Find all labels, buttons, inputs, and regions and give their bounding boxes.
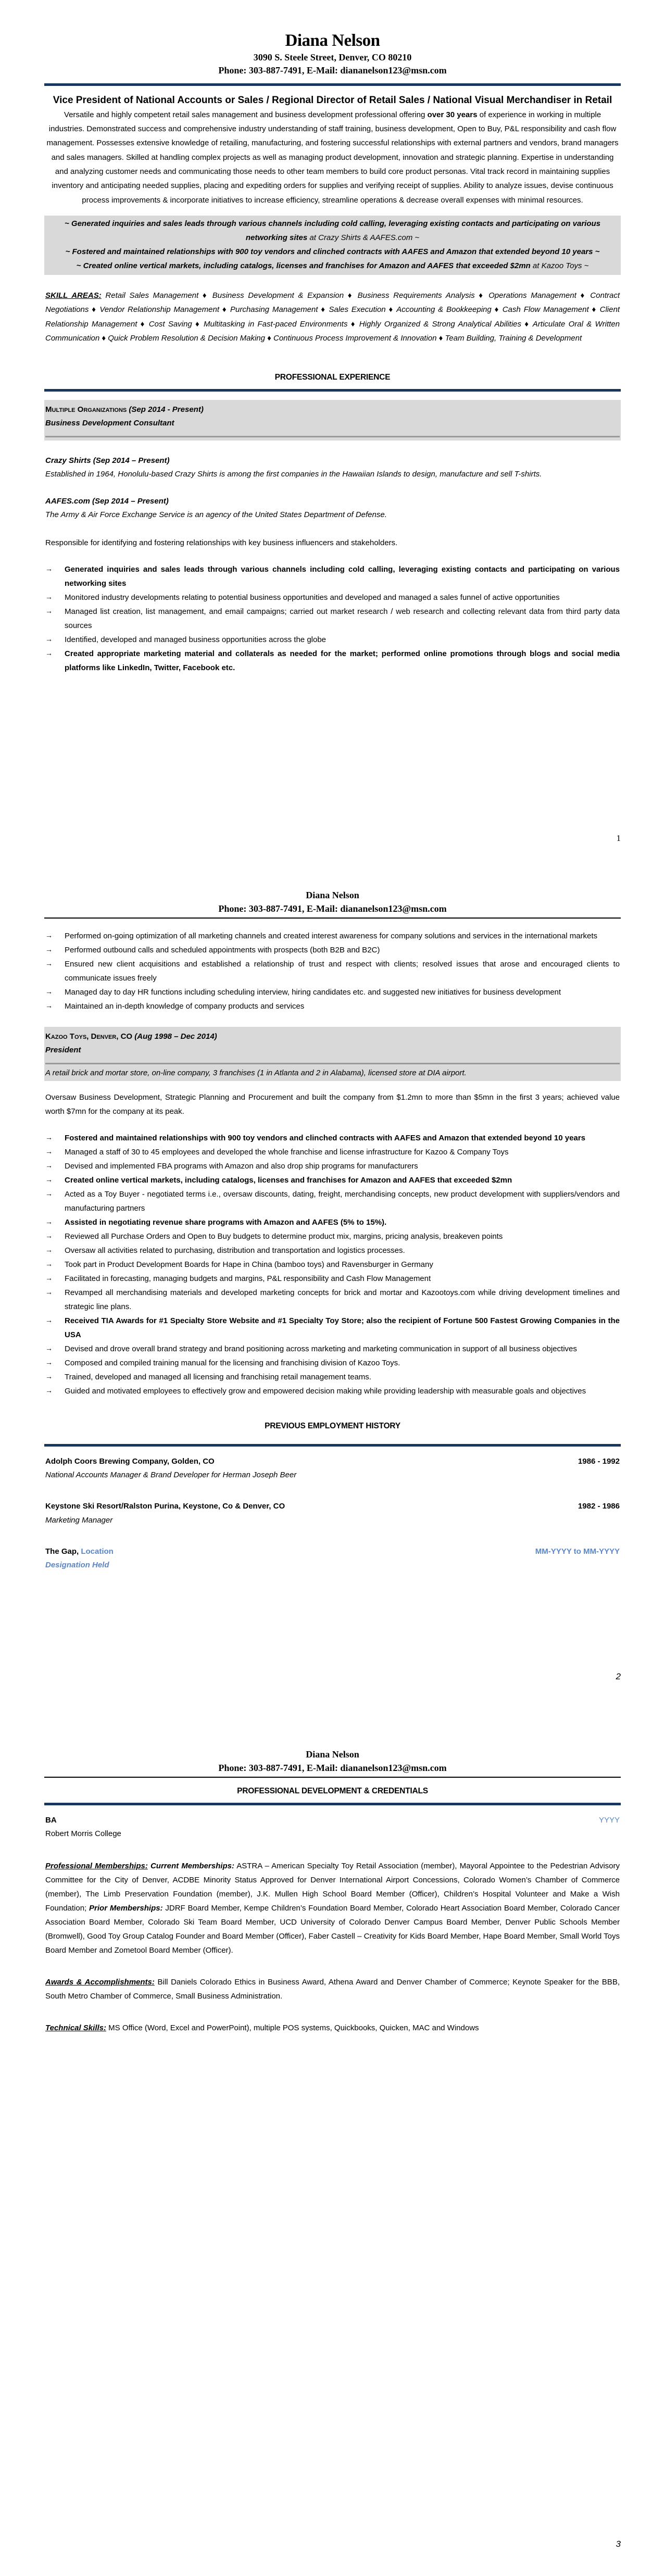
arrow-bullet-icon: →	[45, 648, 53, 657]
arrow-bullet-icon: →	[45, 606, 53, 615]
highlight-context: at Crazy Shirts & AAFES.com ~	[307, 233, 420, 242]
bullet-text: Performed outbound calls and scheduled appointments with prospects (both B2B and B2C)	[65, 946, 380, 955]
current-memberships-text: ASTRA – American Specialty Toy Retail Association (member), Mayoral Appointee to the Pedestrian Advisory Committee for the City of Denver, ACDBE Minority Status Approved for Denver International Airport Concessions, Colorado Women’s Chamber of Commerce (member), The Limb Preservation Foundation (member), J.K. Mullen High School Board Member (Officer), Children’s Hospital Volunteer and Make a Wish Foundation;	[45, 1861, 620, 1913]
bullet-item	[45, 957, 620, 985]
bullet-text: Ensured new client acquisitions and established a relationship of trust and respect with clients; resolved issues that arose and encouraged clients to communicate issues freely	[65, 960, 620, 983]
prior-memberships-text: JDRF Board Member, Kempe Children’s Foundation Board Member, Colorado Heart Association Board Member, Colorado Cancer Association Board Member, Colorado Ski Team Board Member, UCD University of Colorado Denver Campus Board Member, Denver Public Schools Member (Bromwell), Good Toy Group Catalog Founder and Board Member (Officer), Faber Castell – Creativity for Kids Board Member, Hape Board Member, Small World Toys Board Member and Zometool Board Member (Officer).	[45, 1903, 620, 1955]
sub-company-crazy-shirts	[44, 454, 621, 482]
bullet-text: Performed on-going optimization of all marketing channels and created interest awareness for company solutions and services in the international markets	[65, 932, 598, 941]
bullet-item	[45, 605, 620, 633]
arrow-bullet-icon: →	[45, 1231, 53, 1240]
bullet-text: Received TIA Awards for #1 Specialty Store Website and #1 Specialty Toy Store; also the recipient of Fortune 500 Fastest Growing Companies in the USA	[65, 1316, 620, 1339]
bullet-text: Revamped all merchandising materials and developed marketing concepts for brick and mortar and Kazootoys.com while driving development timelines and strategic line plans.	[65, 1288, 620, 1311]
technical-skills	[44, 2021, 621, 2035]
technical-skills-text: MS Office (Word, Excel and PowerPoint), multiple POS systems, Quickbooks, Quicken, MAC and Windows	[106, 2023, 479, 2032]
section-title-experience: PROFESSIONAL EXPERIENCE	[274, 373, 391, 382]
bullet-item	[45, 1258, 620, 1272]
bullet-text: Created appropriate marketing material and collaterals as needed for the market; performed online promotions through blogs and social media platforms like LinkedIn, Twitter, Facebook etc.	[65, 649, 620, 672]
highlights-box	[44, 216, 621, 275]
job-header-kazoo-toys	[44, 1027, 621, 1081]
education-entry	[44, 1814, 621, 1841]
sub-company-description: Established in 1964, Honolulu-based Crazy Shirts is among the first companies in the Hawaiian Islands to design, manufacture and sell T-shirts.	[45, 469, 542, 479]
bullet-item	[45, 1384, 620, 1398]
current-memberships-label: Current Memberships:	[147, 1861, 234, 1870]
arrow-bullet-icon: →	[45, 1147, 53, 1155]
bullet-item	[45, 1342, 620, 1356]
bullet-item	[45, 999, 620, 1013]
bullet-item	[45, 929, 620, 943]
arrow-bullet-icon: →	[45, 1343, 53, 1352]
previous-job-dates: 1986 - 1992	[578, 1456, 620, 1466]
job-bullets	[44, 562, 621, 675]
resume-page-2	[0, 859, 664, 1718]
running-header-name: Diana Nelson	[306, 1749, 359, 1760]
profile-summary	[45, 108, 620, 207]
education-year-placeholder: YYYY	[598, 1816, 620, 1825]
job-company-description: A retail brick and mortar store, on-line company, 3 franchises (1 in Atlanta and 2 in Alabama), licensed store at DIA airport.	[45, 1068, 467, 1077]
skill-areas-list: Retail Sales Management ♦ Business Development & Expansion ♦ Business Requirements Analysis ♦ Operations Management ♦ Contract Negotiations ♦ Vendor Relationship Management ♦ Purchasing Management ♦ Sales Execution ♦ Accounting & Bookkeeping ♦ Cash Flow Management ♦ Client Relationship Management ♦ Cost Saving ♦ Multitasking in Fast-paced Environments ♦ Highly Organized & Strong Analytical Abilities ♦ Articulate Oral & Written Communication ♦ Quick Problem Resolution & Decision Making ♦ Continuous Process Improvement & Innovation ♦ Team Building, Training & Development	[45, 291, 620, 343]
job-dates: (Aug 1998 – Dec 2014)	[132, 1032, 217, 1041]
bullet-text: Managed list creation, list management, and email campaigns; carried out market research / web research and collecting relevant data from third party data sources	[65, 607, 620, 630]
technical-skills-label: Technical Skills:	[45, 2023, 106, 2032]
page-number: 2	[616, 1672, 621, 1681]
bullet-text: Identified, developed and managed business opportunities across the globe	[65, 635, 327, 644]
bullet-text: Reviewed all Purchase Orders and Open to Buy budgets to determine product mix, margins, pricing analysis, breakeven points	[65, 1232, 503, 1241]
running-header-divider	[44, 918, 621, 919]
previous-job-role: Marketing Manager	[45, 1515, 113, 1525]
bullet-item	[45, 590, 620, 605]
arrow-bullet-icon: →	[45, 987, 53, 996]
arrow-bullet-icon: →	[45, 1259, 53, 1268]
arrow-bullet-icon: →	[45, 564, 53, 573]
arrow-bullet-icon: →	[45, 1358, 53, 1366]
arrow-bullet-icon: →	[45, 1386, 53, 1394]
job-company: Multiple Organizations	[45, 405, 127, 414]
previous-job	[44, 1545, 621, 1573]
candidate-name: Diana Nelson	[285, 31, 380, 50]
previous-job-location-placeholder: Location	[81, 1547, 114, 1556]
summary-text: Versatile and highly competent retail sales management and business development professional offering	[64, 110, 428, 119]
bullet-text: Acted as a Toy Buyer - negotiated terms i.e., oversaw discounts, dating, freight, merchandising concepts, new product development with suppliers/vendors and manufacturing partners	[65, 1189, 620, 1213]
bullet-item	[45, 1243, 620, 1258]
arrow-bullet-icon: →	[45, 1175, 53, 1184]
section-divider	[44, 1803, 621, 1805]
bullet-item	[45, 1229, 620, 1243]
job-header-multiple-organizations	[44, 400, 621, 441]
highlight-bold: ~ Generated inquiries and sales leads through various channels including cold calling, leveraging existing contacts and participating on various networking sites	[65, 219, 600, 242]
bullet-item	[45, 1356, 620, 1370]
job-header-tail	[45, 437, 620, 441]
running-header-name: Diana Nelson	[306, 890, 359, 900]
resume-page-3	[0, 1718, 664, 2576]
bullet-item	[45, 1187, 620, 1215]
bullet-text: Guided and motivated employees to effectively grow and empowered decision making while providing leadership with measurable goals and objectives	[65, 1386, 586, 1396]
highlight-bold: ~ Created online vertical markets, including catalogs, licenses and franchises for Amazon and AAFES that exceeded $2mn	[76, 261, 531, 270]
page-number: 3	[616, 2539, 621, 2549]
running-header-contact: Phone: 303-887-7491, E-Mail: diananelson123@msn.com	[218, 1763, 447, 1774]
bullet-text: Generated inquiries and sales leads through various channels including cold calling, leveraging existing contacts and participating on various networking sites	[65, 564, 620, 588]
memberships-label: Professional Memberships:	[45, 1861, 148, 1870]
skill-areas-label: SKILL AREAS:	[45, 291, 102, 300]
highlight-item	[46, 245, 619, 259]
highlight-context: at Kazoo Toys ~	[530, 261, 589, 270]
section-divider	[44, 1444, 621, 1447]
arrow-bullet-icon: →	[45, 959, 53, 968]
job-bullets	[44, 929, 621, 1013]
previous-job-company: Keystone Ski Resort/Ralston Purina, Keystone, Co & Denver, CO	[45, 1502, 285, 1511]
skill-areas	[44, 288, 621, 345]
bullet-text: Managed a staff of 30 to 45 employees and developed the whole franchise and license infrastructure for Kazoo & Company Toys	[65, 1147, 509, 1157]
section-title-credentials: PROFESSIONAL DEVELOPMENT & CREDENTIALS	[237, 1787, 428, 1796]
section-title-previous-employment: PREVIOUS EMPLOYMENT HISTORY	[265, 1421, 400, 1430]
bullet-text: Facilitated in forecasting, managing budgets and margins, P&L responsibility and Cash Flow Management	[65, 1274, 431, 1283]
bullet-text: Trained, developed and managed all licensing and franchising retail management teams.	[65, 1372, 371, 1381]
arrow-bullet-icon: →	[45, 1372, 53, 1380]
previous-job	[44, 1455, 621, 1482]
previous-job-company: Adolph Coors Brewing Company, Golden, CO	[45, 1456, 215, 1466]
candidate-address: 3090 S. Steele Street, Denver, CO 80210	[253, 52, 412, 62]
sub-company-aafes	[44, 495, 621, 522]
bullet-item	[45, 1173, 620, 1187]
bullet-text: Took part in Product Development Boards for Hape in China (bamboo toys) and Ravensburger in Germany	[65, 1260, 433, 1269]
job-title: Business Development Consultant	[45, 419, 174, 428]
arrow-bullet-icon: →	[45, 931, 53, 940]
bullet-text: Devised and drove overall brand strategy and brand positioning across marketing and marketing communication in support of all business objectives	[65, 1344, 577, 1353]
bullet-text: Composed and compiled training manual for the licensing and franchising division of Kazoo Toys.	[65, 1358, 400, 1367]
awards-label: Awards & Accomplishments:	[45, 1977, 155, 1987]
sub-company-heading: AAFES.com (Sep 2014 – Present)	[45, 497, 169, 506]
bullet-text: Created online vertical markets, including catalogs, licenses and franchises for Amazon and AAFES that exceeded $2mn	[65, 1175, 512, 1185]
summary-text: of experience in working in multiple industries. Demonstrated success and comprehensive industry understanding of staff training, business development, Open to Buy, P&L responsibility and cash flow management. Possesses extensive knowledge of retailing, manufacturing, and fostering successful relationships with external partners and vendors, brand managers and sales managers. Skilled at handling complex projects as well as managing product development, innovation and strategic planning. Expertise in understanding and analyzing customer needs and communicating those needs to other team members to build core product personas. Vital track record in maintaining supplies inventory and anticipating needed supplies, placing and expediting orders for supplies and verifying receipt of supplies. Ability to analyze issues, devise continuous process improvements & incorporate initiatives to increase efficiency, streamline operations & decrease overall expenses with minimal resources.	[46, 110, 619, 205]
arrow-bullet-icon: →	[45, 1217, 53, 1226]
bullet-item	[45, 1370, 620, 1384]
bullet-text: Monitored industry developments relating to potential business opportunities and developed and managed a sales funnel of active opportunities	[65, 593, 560, 602]
bullet-item	[45, 1272, 620, 1286]
target-headline: Vice President of National Accounts or Sales / Regional Director of Retail Sales / National Visual Merchandiser in Retail	[53, 95, 612, 106]
awards-text: Bill Daniels Colorado Ethics in Business Award, Athena Award and Denver Chamber of Commerce; Keynote Speaker for the BBB, South Metro Chamber of Commerce, Small Business Administration.	[45, 1977, 620, 2001]
previous-job-company	[45, 1545, 114, 1559]
running-header-divider	[44, 1777, 621, 1778]
bullet-item	[45, 1314, 620, 1342]
candidate-contact: Phone: 303-887-7491, E-Mail: diananelson123@msn.com	[218, 65, 447, 76]
bullet-text: Managed day to day HR functions including scheduling interview, hiring candidates etc. and suggested new initiatives for business development	[65, 988, 561, 997]
previous-job-company-name: The Gap,	[45, 1547, 81, 1556]
bullet-item	[45, 1145, 620, 1159]
arrow-bullet-icon: →	[45, 945, 53, 954]
section-divider	[44, 389, 621, 392]
arrow-bullet-icon: →	[45, 1133, 53, 1141]
arrow-bullet-icon: →	[45, 1273, 53, 1282]
bullet-item	[45, 1159, 620, 1173]
arrow-bullet-icon: →	[45, 1161, 53, 1170]
spacer	[44, 1013, 621, 1027]
bullet-text: Maintained an in-depth knowledge of company products and services	[65, 1002, 305, 1011]
previous-job-dates: 1982 - 1986	[578, 1502, 620, 1511]
arrow-bullet-icon: →	[45, 1287, 53, 1296]
bullet-text: Assisted in negotiating revenue share programs with Amazon and AAFES (5% to 15%).	[65, 1217, 387, 1227]
professional-memberships	[44, 1859, 621, 1957]
highlight-item	[46, 259, 619, 273]
highlight-item	[46, 217, 619, 245]
resume-page-1	[0, 0, 664, 859]
job-summary: Oversaw Business Development, Strategic Planning and Procurement and built the company from $1.2mn to more than $5mn in the first 3 years; achieved value worth $7mn for the company at its peak.	[45, 1092, 620, 1116]
bullet-item	[45, 985, 620, 999]
previous-job-role-placeholder: Designation Held	[45, 1561, 109, 1570]
arrow-bullet-icon: →	[45, 1189, 53, 1198]
summary-emphasis: over 30 years	[427, 110, 478, 119]
arrow-bullet-icon: →	[45, 1315, 53, 1324]
arrow-bullet-icon: →	[45, 592, 53, 601]
bullet-text: Devised and implemented FBA programs with Amazon and also drop ship programs for manufacturers	[65, 1161, 418, 1171]
job-title: President	[45, 1046, 81, 1055]
sub-company-description: The Army & Air Force Exchange Service is an agency of the United States Department of Defense.	[45, 510, 387, 520]
bullet-item	[45, 562, 620, 590]
job-dates: (Sep 2014 - Present)	[127, 405, 204, 414]
awards-accomplishments	[44, 1975, 621, 2003]
highlight-bold: ~ Fostered and maintained relationships with 900 toy vendors and clinched contracts with AAFES and Amazon that extended beyond 10 years ~	[65, 247, 600, 256]
running-header-contact: Phone: 303-887-7491, E-Mail: diananelson123@msn.com	[218, 903, 447, 914]
education-school: Robert Morris College	[45, 1829, 121, 1839]
header-divider	[44, 83, 621, 86]
previous-job-dates-placeholder: MM-YYYY to MM-YYYY	[535, 1547, 620, 1556]
job-summary: Responsible for identifying and fostering relationships with key business influencers and stakeholders.	[45, 538, 398, 547]
prior-memberships-label: Prior Memberships:	[86, 1903, 163, 1913]
bullet-item	[45, 647, 620, 675]
previous-job-role: National Accounts Manager & Brand Developer for Herman Joseph Beer	[45, 1471, 297, 1480]
education-degree: BA	[45, 1816, 57, 1825]
bullet-text: Fostered and maintained relationships with 900 toy vendors and clinched contracts with AAFES and Amazon that extended beyond 10 years	[65, 1133, 585, 1142]
page-number: 1	[616, 833, 621, 843]
previous-job	[44, 1500, 621, 1527]
bullet-item	[45, 943, 620, 957]
bullet-item	[45, 633, 620, 647]
bullet-item	[45, 1286, 620, 1314]
arrow-bullet-icon: →	[45, 1245, 53, 1254]
bullet-item	[45, 1131, 620, 1145]
arrow-bullet-icon: →	[45, 1001, 53, 1010]
bullet-text: Oversaw all activities related to purchasing, distribution and transportation and logistics processes.	[65, 1246, 405, 1255]
job-company: Kazoo Toys, Denver, CO	[45, 1032, 133, 1041]
job-bullets	[44, 1131, 621, 1398]
arrow-bullet-icon: →	[45, 634, 53, 643]
sub-company-heading: Crazy Shirts (Sep 2014 – Present)	[45, 456, 170, 465]
bullet-item	[45, 1215, 620, 1229]
